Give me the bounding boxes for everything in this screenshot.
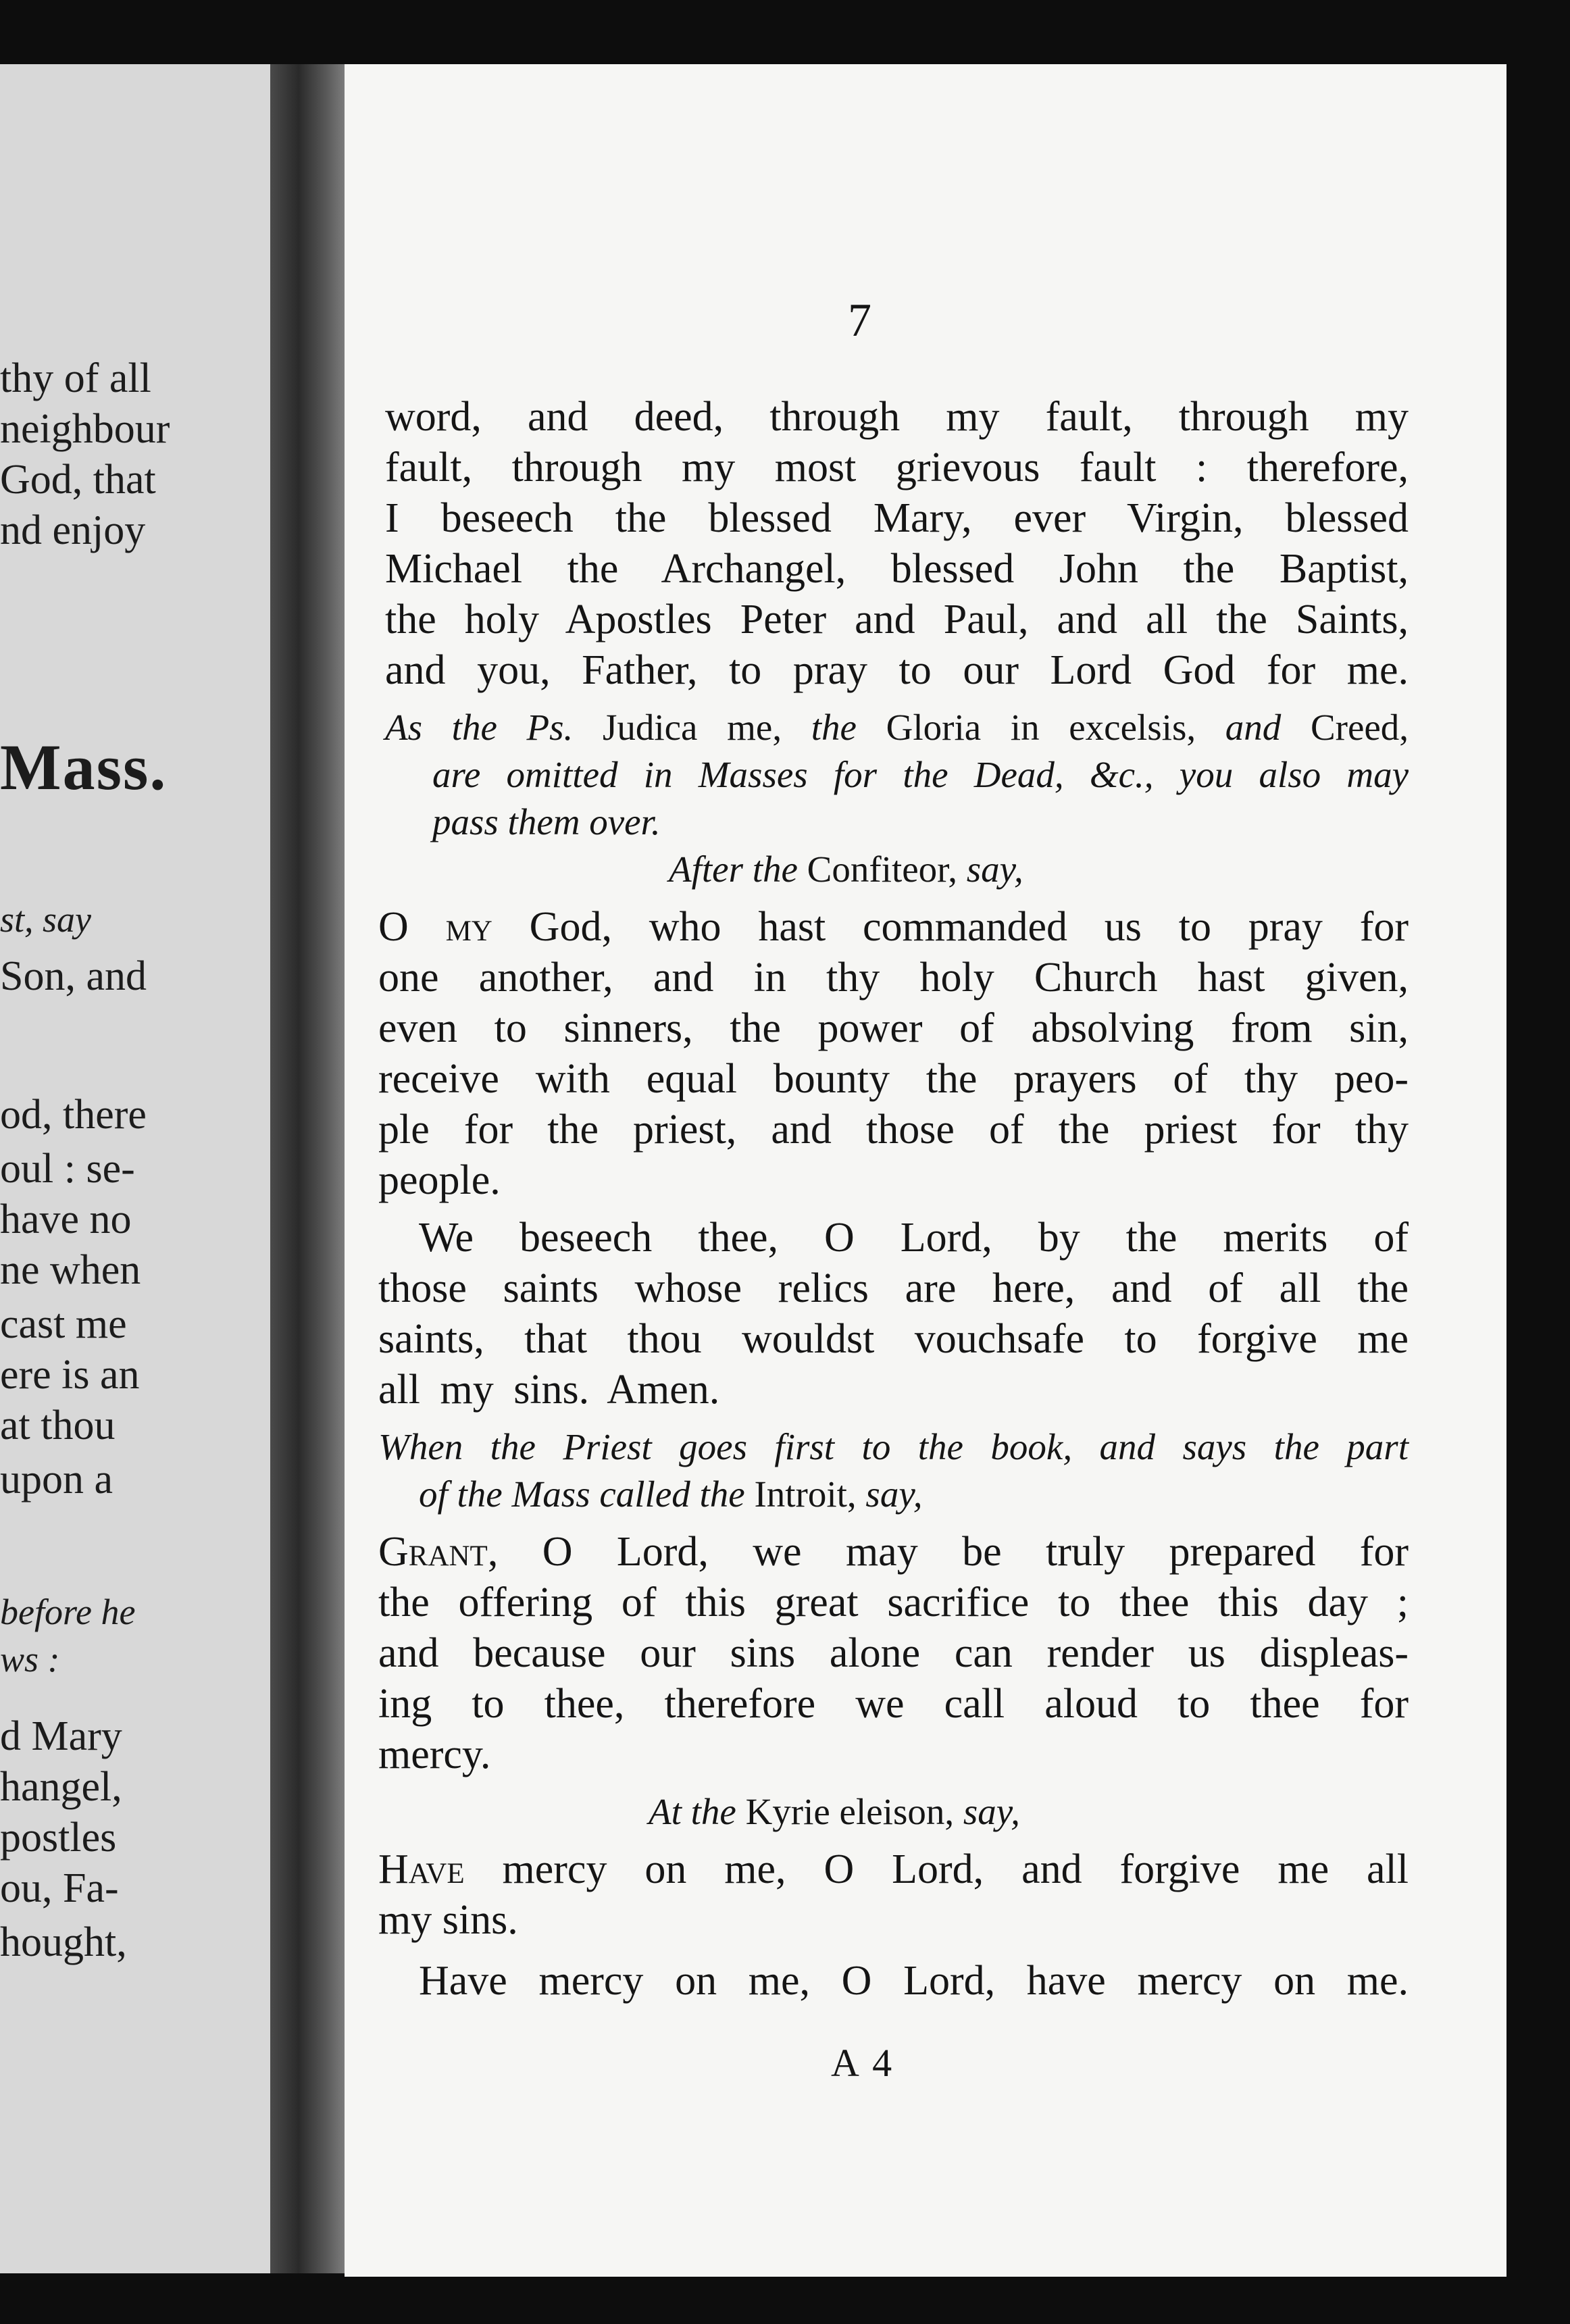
text-line: fault, through my most grievous fault : therefore,: [385, 445, 1409, 490]
text-line: saints, that thou wouldst vouchsafe to forgive me: [378, 1316, 1409, 1362]
heading-roman: Kyrie eleison,: [745, 1791, 955, 1832]
left-line: upon a: [0, 1457, 113, 1502]
initial-words: O my: [378, 904, 492, 950]
left-line: nd enjoy: [0, 507, 146, 553]
text-span: God, who hast commanded us to pray for: [492, 904, 1409, 950]
heading-italic: At the: [649, 1791, 736, 1832]
left-heading: Mass.: [0, 731, 168, 803]
rubric-italic: say,: [865, 1473, 923, 1515]
left-line: thy of all: [0, 355, 151, 401]
rubric-roman: Creed,: [1310, 707, 1409, 748]
left-line: oul : se-: [0, 1146, 135, 1192]
text-line: [378, 1844, 1409, 1894]
rubric-italic: of the Mass called the: [419, 1473, 745, 1515]
left-line: ne when: [0, 1247, 141, 1293]
text-line: Michael the Archangel, blessed John the Baptist,: [385, 546, 1409, 592]
book-page: [345, 64, 1506, 2277]
rubric-line: When the Priest goes first to the book, and says the part: [378, 1426, 1409, 1467]
text-line: those saints whose relics are here, and of all the: [378, 1265, 1409, 1311]
left-line: od, there: [0, 1092, 147, 1138]
left-line: hangel,: [0, 1764, 122, 1810]
text-line: people.: [378, 1157, 501, 1203]
text-line: receive with equal bounty the prayers of thy peo-: [378, 1056, 1409, 1102]
text-line: the offering of this great sacrifice to thee this day ;: [378, 1580, 1409, 1625]
text-line: even to sinners, the power of absolving from sin,: [378, 1005, 1409, 1051]
rubric-line: [419, 1469, 1442, 1519]
text-line: the holy Apostles Peter and Paul, and all the Saints,: [385, 597, 1409, 642]
text-line: word, and deed, through my fault, through my: [385, 394, 1409, 440]
heading-kyrie: [649, 1787, 1020, 1837]
rubric-line: pass them over.: [432, 801, 661, 842]
heading-roman: Confiteor,: [807, 849, 958, 890]
left-line: ws :: [0, 1639, 60, 1679]
rubric-roman: Introit,: [754, 1473, 857, 1515]
previous-page: [0, 64, 270, 2273]
text-span: O Lord, we may be truly prepared for: [498, 1529, 1409, 1575]
rubric-roman: Gloria in excelsis,: [886, 707, 1196, 748]
left-line: at thou: [0, 1403, 116, 1448]
left-line: neighbour: [0, 406, 170, 452]
left-line: before he: [0, 1592, 136, 1632]
heading-italic: say,: [963, 1791, 1020, 1832]
left-line: d Mary: [0, 1713, 122, 1759]
text-line: mercy.: [378, 1732, 491, 1777]
text-line: my sins.: [378, 1897, 518, 1943]
initial-words: Have: [378, 1846, 465, 1892]
rubric-line: [385, 703, 1409, 753]
left-line: postles: [0, 1815, 117, 1861]
text-span: mercy on me, O Lord, and forgive me all: [464, 1846, 1409, 1892]
rubric-italic: the: [811, 707, 857, 748]
book-gutter: [270, 64, 351, 2273]
text-line: one another, and in thy holy Church hast given,: [378, 955, 1409, 1001]
heading-italic: say,: [966, 849, 1023, 890]
left-line: ou, Fa-: [0, 1865, 119, 1911]
left-line: st, say: [0, 899, 91, 940]
signature-mark: A 4: [831, 2041, 895, 2085]
text-line: I beseech the blessed Mary, ever Virgin, blessed: [385, 495, 1409, 541]
text-line: Have mercy on me, O Lord, have mercy on me.: [419, 1958, 1409, 2004]
left-line: God, that: [0, 457, 156, 503]
text-line: and you, Father, to pray to our Lord God for me.: [385, 647, 1409, 693]
rubric-italic: As the Ps.: [385, 707, 574, 748]
heading-after-confiteor: [669, 844, 1023, 894]
text-line: We beseech thee, O Lord, by the merits of: [419, 1215, 1409, 1261]
rubric-roman: Judica me,: [602, 707, 782, 748]
page-number: 7: [848, 295, 871, 347]
background-edge: [1506, 64, 1570, 2277]
text-line: and because our sins alone can render us displeas-: [378, 1630, 1409, 1676]
text-line: [378, 902, 1409, 952]
rubric-line: are omitted in Masses for the Dead, &c., you also may: [432, 754, 1409, 795]
text-line: ing to thee, therefore we call aloud to thee for: [378, 1681, 1409, 1727]
text-line: [378, 1527, 1409, 1577]
left-line: have no: [0, 1196, 132, 1242]
text-line: ple for the priest, and those of the priest for thy: [378, 1107, 1409, 1153]
left-line: Son, and: [0, 953, 147, 999]
initial-words: Grant,: [378, 1529, 499, 1575]
heading-italic: After the: [669, 849, 798, 890]
text-line: all my sins. Amen.: [378, 1367, 720, 1413]
left-line: ere is an: [0, 1352, 140, 1398]
rubric-italic: and: [1225, 707, 1282, 748]
left-line: cast me: [0, 1301, 127, 1347]
left-line: hought,: [0, 1919, 127, 1965]
